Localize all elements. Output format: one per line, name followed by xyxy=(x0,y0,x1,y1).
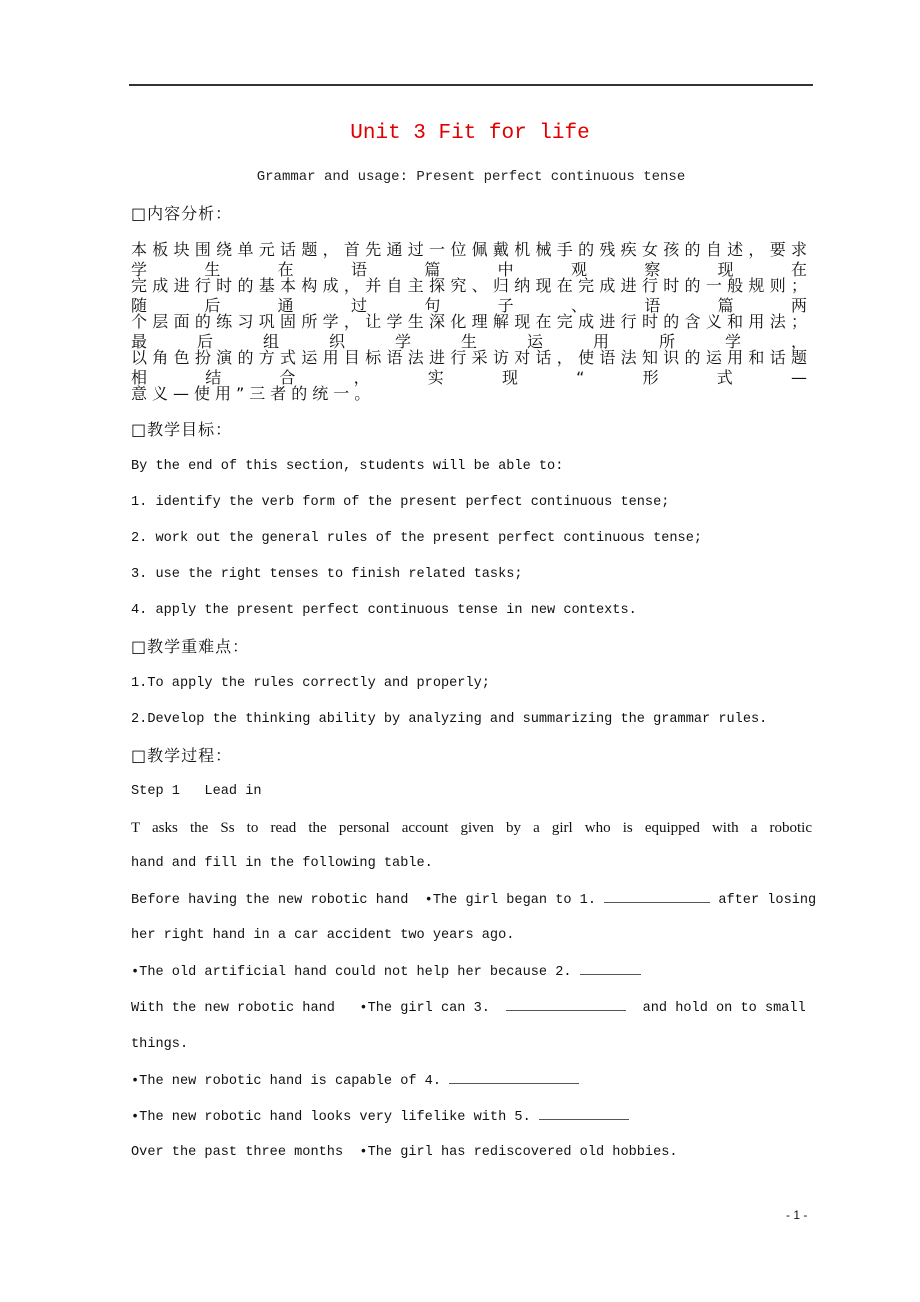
document-title: Unit 3 Fit for life xyxy=(350,122,590,145)
document-subtitle: Grammar and usage: Present perfect continuous tense xyxy=(256,169,686,185)
section-heading: □内容分析： xyxy=(131,204,233,223)
goal-item: 1. identify the verb form of the present perfect continuous tense; xyxy=(131,495,670,510)
blank-1[interactable] xyxy=(604,890,710,903)
table-row-with-cont: things. xyxy=(131,1037,189,1052)
paragraph-line: 意义—使用”三者的统一。 xyxy=(131,384,376,403)
paragraph-line: 完成进行时的基本构成，并自主探究、归纳现在完成进行时的一般规则；随后通过句子、语篇两 xyxy=(131,276,812,315)
table-row-capable: •The new robotic hand is capable of 4. xyxy=(131,1071,812,1092)
blank-5[interactable] xyxy=(539,1107,629,1120)
table-row-lifelike: •The new robotic hand looks very lifelike with 5. xyxy=(131,1107,812,1128)
paragraph-line: 个层面的练习巩固所学，让学生深化理解现在完成进行时的含义和用法；最后组织学生运用所学， xyxy=(131,312,812,351)
table-row-old-hand: •The old artificial hand could not help her because 2. xyxy=(131,962,812,983)
page-number: - 1 - xyxy=(786,1208,808,1222)
table-row-before: Before having the new robotic hand •The girl began to 1. after losing xyxy=(131,890,812,911)
goal-item: 4. apply the present perfect continuous tense in new contexts. xyxy=(131,603,637,618)
table-row-with: With the new robotic hand •The girl can 3. and hold on to small xyxy=(131,998,812,1019)
instruction-line: hand and fill in the following table. xyxy=(131,856,433,871)
section-heading: □教学重难点： xyxy=(131,637,250,656)
goal-item: 3. use the right tenses to finish related tasks; xyxy=(131,567,523,582)
section-heading: □教学过程： xyxy=(131,746,233,765)
blank-3[interactable] xyxy=(506,998,626,1011)
step-heading: Step 1 Lead in xyxy=(131,784,262,799)
instruction-line: T asks the Ss to read the personal account given by a girl who is equipped with a robotic xyxy=(131,820,812,836)
table-row-over: Over the past three months •The girl has rediscovered old hobbies. xyxy=(131,1145,678,1160)
paragraph-line: 以角色扮演的方式运用目标语法进行采访对话，使语法知识的运用和话题相结合，实现“形式— xyxy=(131,348,812,387)
blank-4[interactable] xyxy=(449,1071,579,1084)
key-point: 1.To apply the rules correctly and properly; xyxy=(131,676,490,691)
goal-item: 2. work out the general rules of the present perfect continuous tense; xyxy=(131,531,703,546)
header-rule xyxy=(129,84,813,86)
table-row-before-cont: her right hand in a car accident two years ago. xyxy=(131,928,515,943)
section-heading: □教学目标： xyxy=(131,420,233,439)
goals-intro: By the end of this section, students will be able to: xyxy=(131,459,564,474)
key-point: 2.Develop the thinking ability by analyzing and summarizing the grammar rules. xyxy=(131,712,768,727)
paragraph-line: 本板块围绕单元话题，首先通过一位佩戴机械手的残疾女孩的自述，要求学生在语篇中观察现在 xyxy=(131,240,812,279)
blank-2[interactable] xyxy=(580,962,641,975)
